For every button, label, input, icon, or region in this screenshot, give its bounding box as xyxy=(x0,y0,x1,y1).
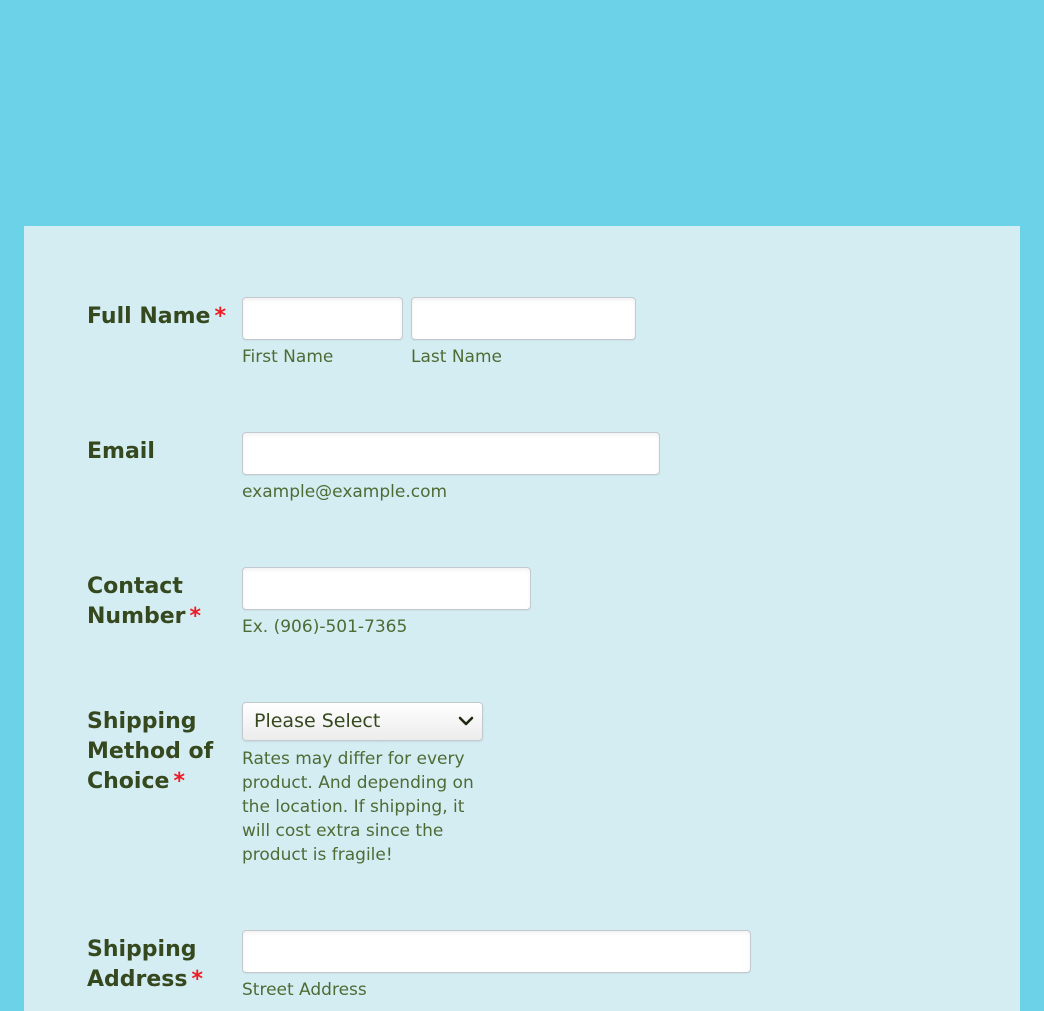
shipping-method-label-line3: Choice xyxy=(87,769,170,794)
chevron-down-icon xyxy=(458,713,474,729)
email-input[interactable] xyxy=(242,432,660,475)
street-address-sublabel: Street Address xyxy=(242,980,367,1000)
street-address-input[interactable] xyxy=(242,930,751,973)
last-name-input[interactable] xyxy=(411,297,636,340)
contact-number-label-line2: Number xyxy=(87,604,186,629)
shipping-address-label-line1: Shipping xyxy=(87,937,197,962)
contact-number-sublabel: Ex. (906)-501-7365 xyxy=(242,617,408,637)
contact-number-label-line1: Contact xyxy=(87,574,183,599)
required-marker: * xyxy=(214,304,226,329)
first-name-sublabel: First Name xyxy=(242,347,334,367)
shipping-method-selected: Please Select xyxy=(254,710,381,732)
required-marker: * xyxy=(191,967,203,992)
contact-number-input[interactable] xyxy=(242,567,531,610)
email-label-text: Email xyxy=(87,439,155,464)
required-marker: * xyxy=(189,604,202,629)
shipping-address-label xyxy=(87,935,237,995)
email-label xyxy=(87,437,237,467)
first-name-input[interactable] xyxy=(242,297,403,340)
required-marker: * xyxy=(173,769,185,794)
last-name-sublabel: Last Name xyxy=(411,347,502,367)
shipping-method-label-line1: Shipping xyxy=(87,709,197,734)
full-name-label xyxy=(87,302,237,332)
full-name-label-text: Full Name xyxy=(87,304,211,329)
shipping-method-label-line2: Method of xyxy=(87,739,214,764)
shipping-method-select[interactable] xyxy=(242,702,483,741)
contact-number-label xyxy=(87,572,237,632)
shipping-address-label-line2: Address xyxy=(87,967,188,992)
email-sublabel: example@example.com xyxy=(242,482,448,502)
form-card xyxy=(24,226,1020,1011)
shipping-method-description: Rates may differ for every product. And depending on the location. If shipping, it will cost extra since the product is fragile! xyxy=(242,749,474,865)
shipping-method-label xyxy=(87,707,237,797)
